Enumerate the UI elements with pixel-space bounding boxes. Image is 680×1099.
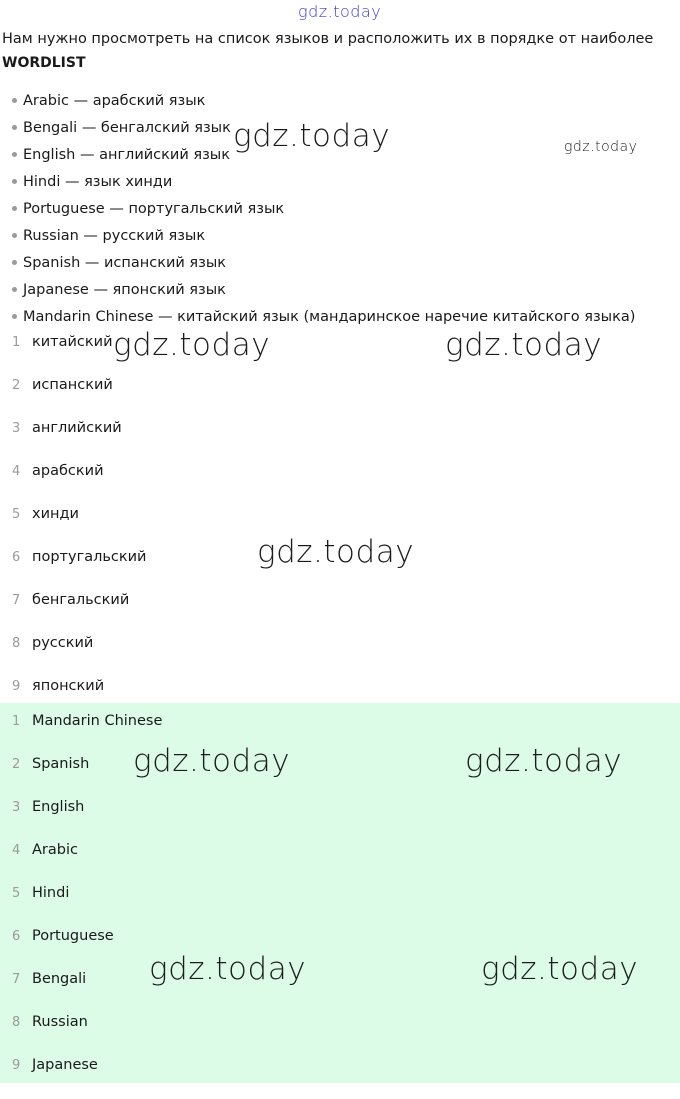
watermark: gdz.today — [233, 118, 391, 154]
list-item — [0, 376, 680, 419]
bullet-icon — [12, 179, 17, 184]
bullet-icon — [12, 314, 17, 319]
item-number: 7 — [12, 593, 21, 608]
item-text: хинди — [32, 506, 79, 522]
item-number: 1 — [12, 335, 21, 350]
item-text: Japanese — [32, 1057, 98, 1073]
item-number: 9 — [12, 679, 21, 694]
list-item — [0, 634, 680, 677]
watermark: gdz.today — [257, 534, 415, 570]
watermark: gdz.today — [133, 743, 291, 779]
item-number: 5 — [12, 507, 21, 522]
item-text: португальский — [32, 549, 147, 565]
item-number: 4 — [12, 464, 21, 479]
item-text: испанский — [32, 377, 113, 393]
item-text: английский — [32, 420, 122, 436]
list-item: Japanese — японский язык — [12, 280, 635, 307]
item-text: Spanish — [32, 756, 90, 772]
item-number: 3 — [12, 800, 21, 815]
bullet-icon — [12, 152, 17, 157]
item-text: арабский — [32, 463, 104, 479]
item-text: English — [32, 799, 85, 815]
intro-text: Нам нужно просмотреть на список языков и расположить их в порядке от наиболее — [2, 31, 654, 47]
watermark: gdz.today — [445, 327, 603, 363]
list-item — [0, 1056, 680, 1099]
item-number: 3 — [12, 421, 21, 436]
list-item — [0, 1013, 680, 1056]
list-item: Spanish — испанский язык — [12, 253, 635, 280]
list-item — [0, 884, 680, 927]
item-number: 6 — [12, 929, 21, 944]
item-number: 7 — [12, 972, 21, 987]
list-item: Portuguese — португальский язык — [12, 199, 635, 226]
item-number: 9 — [12, 1058, 21, 1073]
watermark: gdz.today — [564, 139, 638, 155]
watermark: gdz.today — [465, 743, 623, 779]
list-item: Hindi — язык хинди — [12, 172, 635, 199]
item-number: 8 — [12, 636, 21, 651]
list-item: Mandarin Chinese — китайский язык (мандаринское наречие китайского языка) — [12, 307, 635, 334]
item-text: Bengali — [32, 971, 87, 987]
bullet-icon — [12, 233, 17, 238]
item-text: китайский — [32, 334, 113, 350]
bullet-icon — [12, 98, 17, 103]
list-item — [0, 591, 680, 634]
watermark: gdz.today — [149, 951, 307, 987]
bullet-icon — [12, 260, 17, 265]
list-item — [0, 798, 680, 841]
item-number: 4 — [12, 843, 21, 858]
item-text: Hindi — [32, 885, 70, 901]
item-text: японский — [32, 678, 105, 694]
bullet-icon — [12, 206, 17, 211]
bullet-icon — [12, 287, 17, 292]
item-text: Russian — [32, 1014, 88, 1030]
item-number: 2 — [12, 757, 21, 772]
watermark: gdz.today — [481, 951, 639, 987]
item-number: 1 — [12, 714, 21, 729]
wordlist-title: WORDLIST — [2, 55, 86, 71]
item-number: 6 — [12, 550, 21, 565]
list-item: Russian — русский язык — [12, 226, 635, 253]
item-text: Mandarin Chinese — [32, 713, 163, 729]
item-text: Portuguese — [32, 928, 114, 944]
list-item: Arabic — арабский язык — [12, 91, 635, 118]
item-number: 5 — [12, 886, 21, 901]
list-item — [0, 841, 680, 884]
item-text: бенгальский — [32, 592, 130, 608]
watermark: gdz.today — [113, 327, 271, 363]
list-item: Bengali — бенгалский язык — [12, 118, 635, 145]
item-text: русский — [32, 635, 94, 651]
item-number: 8 — [12, 1015, 21, 1030]
bullet-icon — [12, 125, 17, 130]
ranked-list-russian — [0, 333, 680, 720]
list-item — [0, 419, 680, 462]
list-item: English — английский язык — [12, 145, 635, 172]
item-number: 2 — [12, 378, 21, 393]
watermark: gdz.today — [298, 2, 382, 21]
list-item — [0, 462, 680, 505]
item-text: Arabic — [32, 842, 78, 858]
